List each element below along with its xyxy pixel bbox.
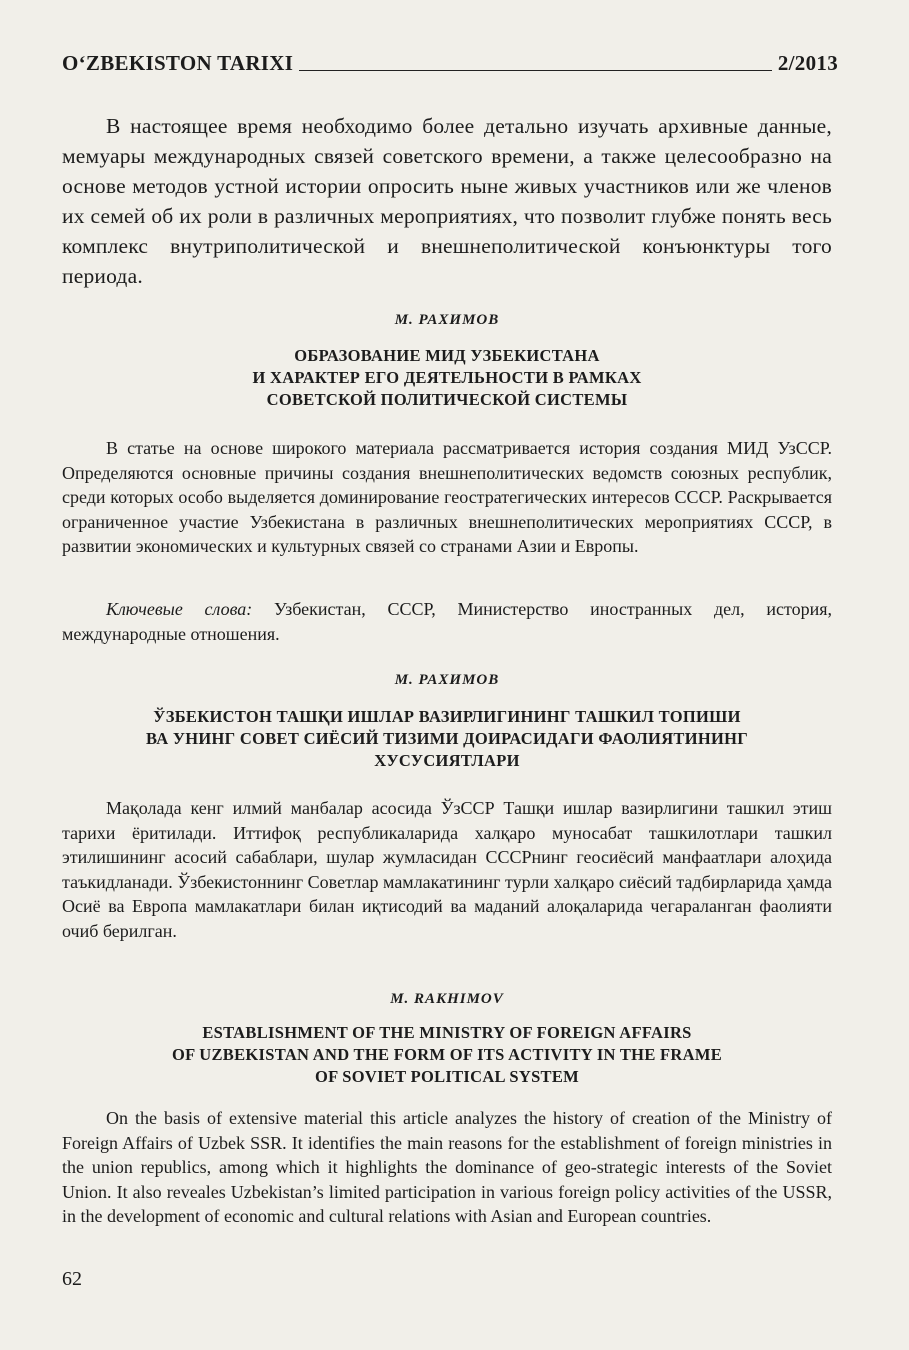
title-ru xyxy=(62,345,832,411)
keywords-label: Ключевые слова: xyxy=(106,599,253,619)
abstract-ru: В статье на основе широкого материала рассматривается история создания МИД УзССР. Определяются основные причины создания внешнеполитических ведомств союзных республик, среди которых особо выделяется доминирование геостратегических интересов СССР. Раскрывается ограниченное участие Узбекистана в различных внешнеполитических мероприятиях СССР, в развитии экономических и культурных связей со странами Азии и Европы. xyxy=(62,438,832,556)
title-uz-line: ХУСУСИЯТЛАРИ xyxy=(374,751,520,770)
journal-title: O‘ZBEKISTON TARIXI xyxy=(62,51,294,75)
title-ru-line: И ХАРАКТЕР ЕГО ДЕЯТЕЛЬНОСТИ В РАМКАХ xyxy=(252,368,642,387)
title-uz xyxy=(62,706,832,772)
title-uz-line: ЎЗБЕКИСТОН ТАШҚИ ИШЛАР ВАЗИРЛИГИНИНГ ТАШКИЛ ТОПИШИ xyxy=(153,707,741,726)
author-en: M. RAKHIMOV xyxy=(390,991,504,1007)
author-uz: М. РАХИМОВ xyxy=(394,672,500,688)
title-en-line: OF UZBEKISTAN AND THE FORM OF ITS ACTIVITY IN THE FRAME xyxy=(171,1045,723,1064)
title-ru-line: ОБРАЗОВАНИЕ МИД УЗБЕКИСТАНА xyxy=(294,346,600,365)
title-uz-line: ВА УНИНГ СОВЕТ СИЁСИЙ ТИЗИМИ ДОИРАСИДАГИ ФАОЛИЯТИНИНГ xyxy=(145,729,749,748)
issue-number: 2/2013 xyxy=(777,51,838,75)
title-en-line: ESTABLISHMENT OF THE MINISTRY OF FOREIGN AFFAIRS xyxy=(202,1023,692,1042)
intro-paragraph: В настоящее время необходимо более детально изучать архивные данные, мемуары международных связей советского времени, а также целесообразно на основе методов устной истории опросить ныне живых участников или же членов их семей об их роли в различных мероприятиях, что позволит глубже понять весь комплекс внутриполитической и внешнеполитической конъюнктуры того периода. xyxy=(62,114,832,288)
keywords-text: Узбекистан, СССР, Министерство иностранных дел, история, международные отношения. xyxy=(62,599,832,644)
running-header xyxy=(62,46,838,76)
abstract-uz: Мақолада кенг илмий манбалар асосида ЎзССР Ташқи ишлар вазирлигини ташкил этиш тарихи ёритилади. Иттифоқ республикаларида халқаро муносабат ташкилотлари ташкил этилишининг асосий сабаблари, шулар жумласидан СССРнинг геосиёсий манфаатлари алоҳида таъкидланади. Ўзбекистоннинг Советлар мамлакатининг турли халқаро сиёсий тадбирларида ҳамда Осиё ва Европа мамлакатлари билан иқтисодий ва маданий алоқаларида чегараланган фаолияти очиб берилган. xyxy=(62,798,832,941)
page-number: 62 xyxy=(62,1268,82,1290)
author-ru: М. РАХИМОВ xyxy=(394,312,500,328)
keywords-ru xyxy=(62,597,832,646)
title-en xyxy=(62,1022,832,1088)
header-rule xyxy=(299,70,772,71)
title-en-line: OF SOVIET POLITICAL SYSTEM xyxy=(314,1067,580,1086)
title-ru-line: СОВЕТСКОЙ ПОЛИТИЧЕСКОЙ СИСТЕМЫ xyxy=(266,390,628,409)
abstract-en: On the basis of extensive material this article analyzes the history of creation of the Ministry of Foreign Affairs of Uzbek SSR. It identifies the main reasons for the establishment of foreign ministries in the union republics, among which it highlights the dominance of geo-strategic interests of the Soviet Union. It also reveales Uzbekistan’s limited participation in various foreign policy activities of the USSR, in the development of economic and cultural relations with Asian and European countries. xyxy=(62,1108,832,1226)
